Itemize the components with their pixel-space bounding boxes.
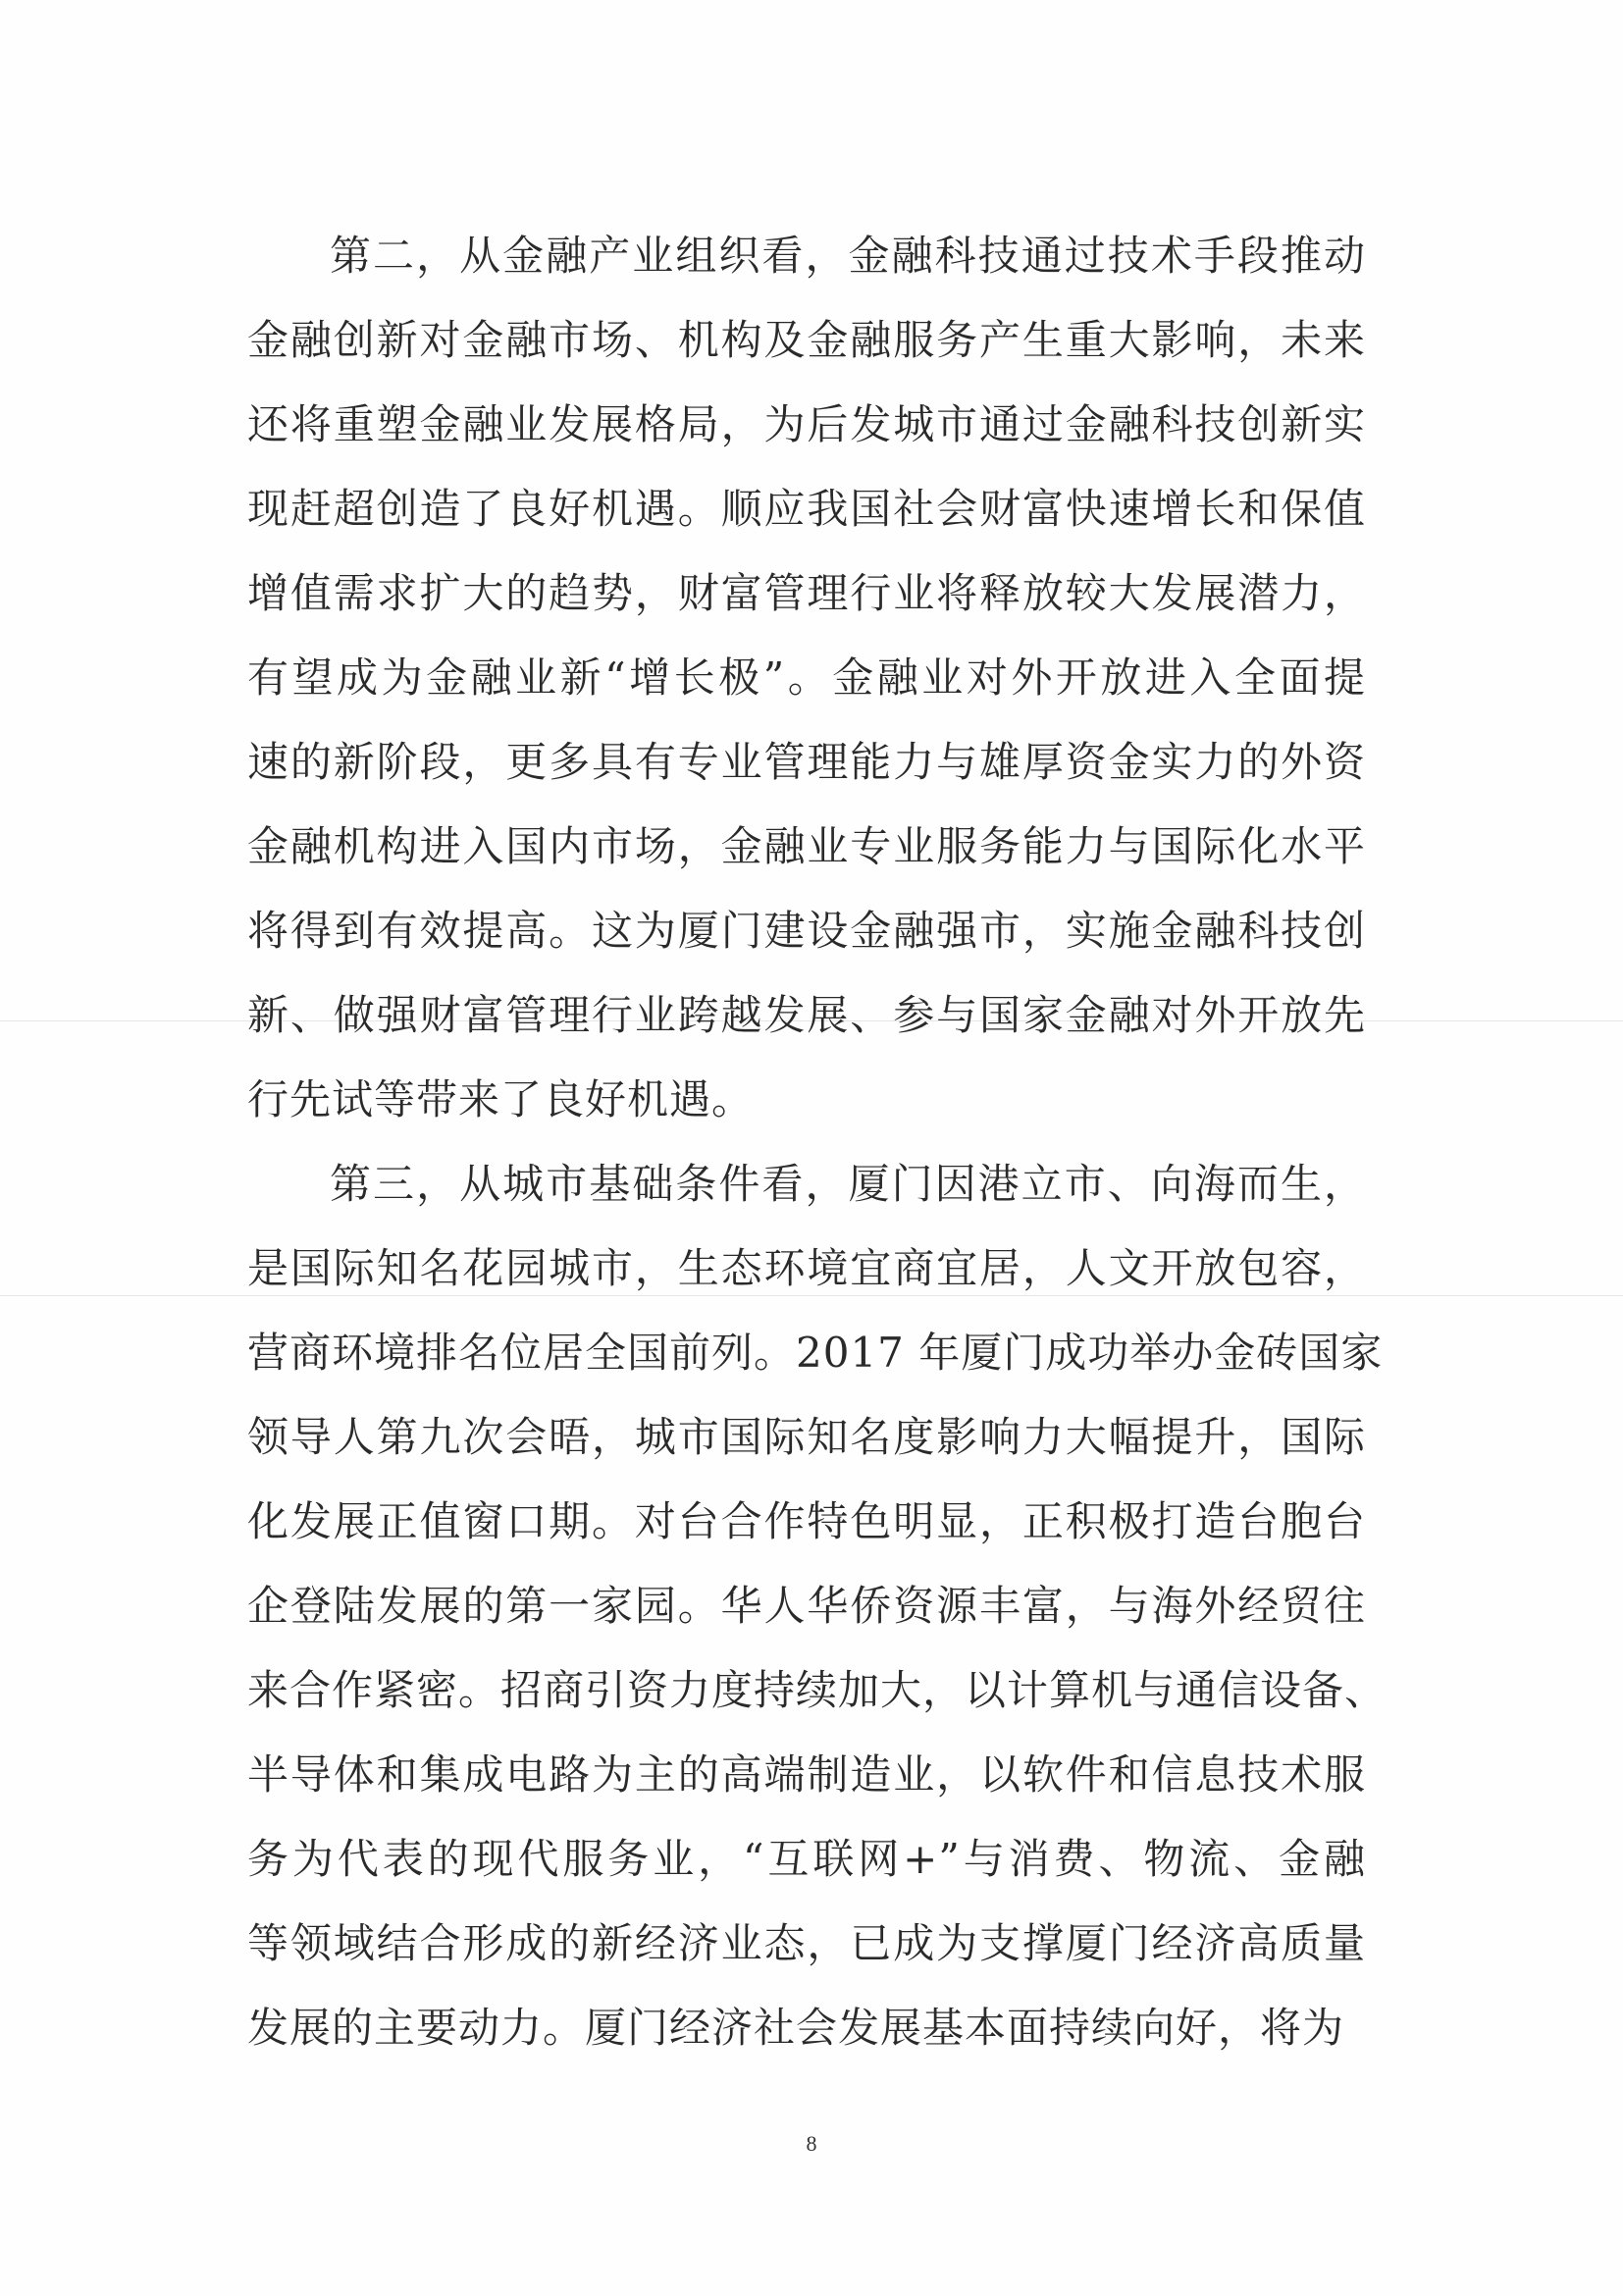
- body-text: [247, 214, 1387, 2070]
- text-line: 发展的主要动力。厦门经济社会发展基本面持续向好，将为: [247, 2004, 1345, 2052]
- text-line: 第三，从城市基础条件看，厦门因港立市、向海而生，: [330, 1160, 1366, 1208]
- text-line: 营商环境排名位居全国前列。2017 年厦门成功举办金砖国家: [247, 1329, 1384, 1377]
- text-line: 速的新阶段，更多具有专业管理能力与雄厚资金实力的外资: [247, 738, 1366, 786]
- text-line: 有望成为金融业新“增长极”。金融业对外开放进入全面提: [247, 653, 1366, 702]
- paragraph: [247, 214, 1366, 1142]
- text-line: 行先试等带来了良好机遇。: [247, 1075, 755, 1123]
- text-line: 是国际知名花园城市，生态环境宜商宜居，人文开放包容，: [247, 1244, 1366, 1292]
- text-line: 增值需求扩大的趋势，财富管理行业将释放较大发展潜力，: [247, 569, 1366, 617]
- text-line: 将得到有效提高。这为厦门建设金融强市，实施金融科技创: [247, 907, 1366, 955]
- text-line: 等领域结合形成的新经济业态，已成为支撑厦门经济高质量: [247, 1919, 1366, 1967]
- text-line: 务为代表的现代服务业，“互联网+”与消费、物流、金融: [247, 1835, 1366, 1883]
- page-number: 8: [806, 2131, 817, 2156]
- text-line: 半导体和集成电路为主的高端制造业，以软件和信息技术服: [247, 1750, 1366, 1799]
- text-line: 企登陆发展的第一家园。华人华侨资源丰富，与海外经贸往: [247, 1582, 1366, 1630]
- text-line: 金融机构进入国内市场，金融业专业服务能力与国际化水平: [247, 822, 1366, 870]
- text-line: 金融创新对金融市场、机构及金融服务产生重大影响，未来: [247, 316, 1366, 364]
- text-line: 化发展正值窗口期。对台合作特色明显，正积极打造台胞台: [247, 1497, 1366, 1545]
- text-line: 来合作紧密。招商引资力度持续加大，以计算机与通信设备、: [247, 1666, 1387, 1714]
- text-line: 现赶超创造了良好机遇。顺应我国社会财富快速增长和保值: [247, 485, 1366, 533]
- text-line: 第二，从金融产业组织看，金融科技通过技术手段推动: [330, 232, 1366, 280]
- text-line: 新、做强财富管理行业跨越发展、参与国家金融对外开放先: [247, 991, 1366, 1039]
- text-line: 还将重塑金融业发展格局，为后发城市通过金融科技创新实: [247, 400, 1366, 448]
- text-line: 领导人第九次会晤，城市国际知名度影响力大幅提升，国际: [247, 1413, 1366, 1461]
- paragraph: [247, 1142, 1387, 2070]
